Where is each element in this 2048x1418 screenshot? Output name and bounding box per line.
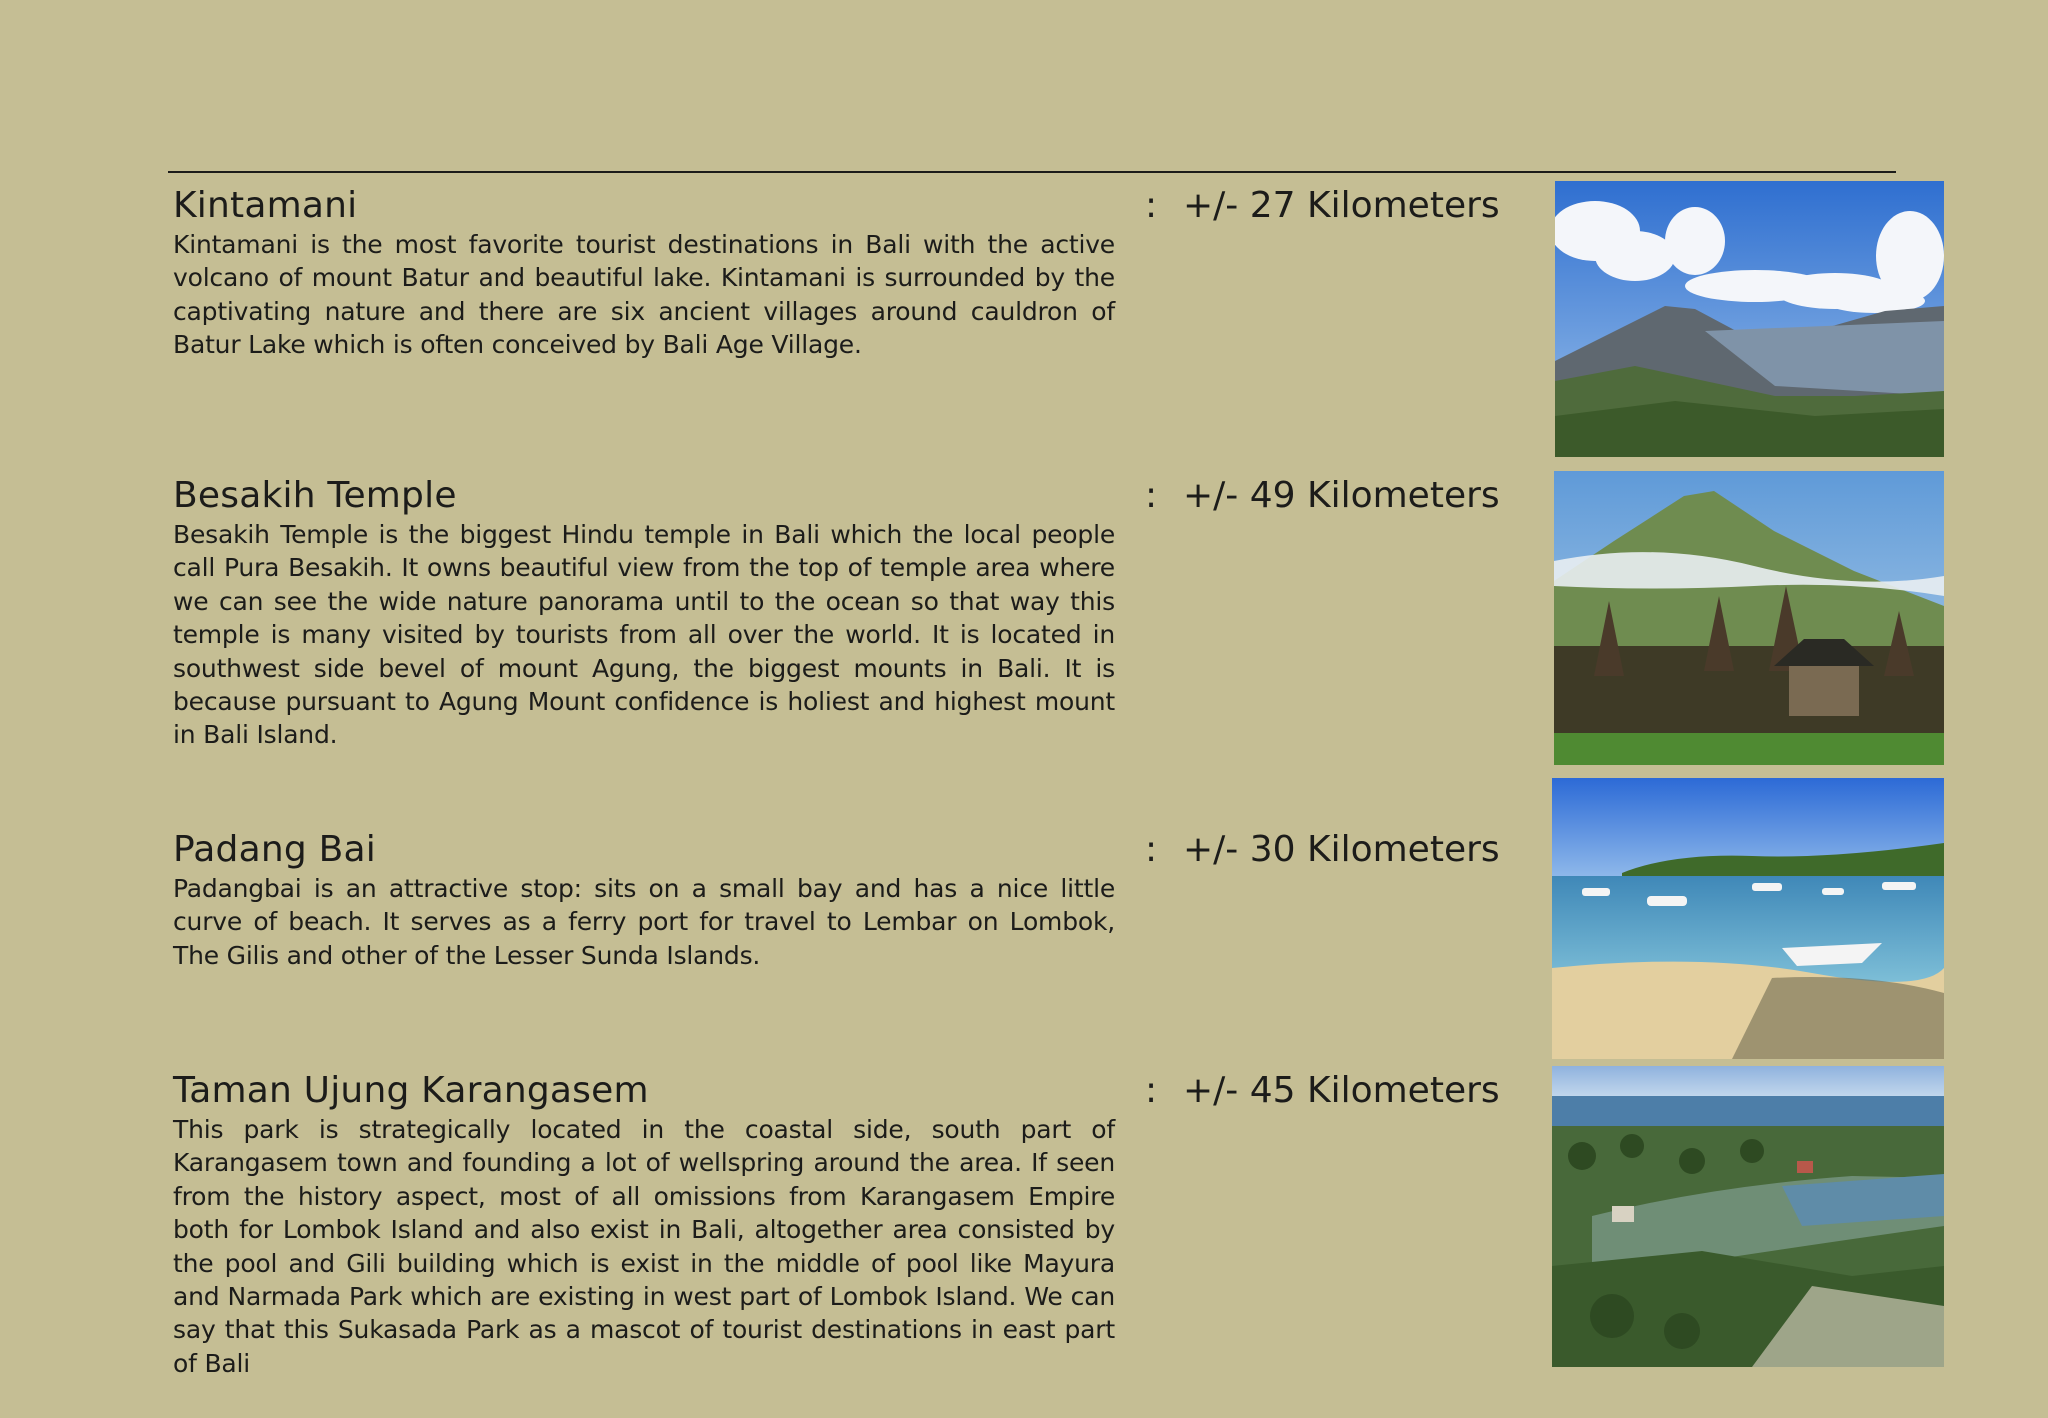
separator: : bbox=[1145, 1070, 1158, 1111]
destination-description: Besakih Temple is the biggest Hindu temple in Bali which the local people call Pura Besakih. It owns beautiful view from the top of temple area where we can see the wide nature panorama until to the ocean so that way this temple is many visited by tourists from all over the world. It is located in southwest side bevel of mount Agung, the biggest mounts in Bali. It is because pursuant to Agung Mount confidence is holiest and highest mount in Bali Island. bbox=[173, 520, 1115, 750]
destination-title: Besakih Temple bbox=[173, 475, 457, 516]
header-rule bbox=[168, 171, 1896, 173]
destination-description: Padangbai is an attractive stop: sits on a small bay and has a nice little curve of beach. It serves as a ferry port for travel to Lembar on Lombok, The Gilis and other of the Lesser Sunda Islands. bbox=[173, 874, 1115, 970]
separator: : bbox=[1145, 185, 1158, 226]
besakih-photo bbox=[1554, 471, 1944, 765]
separator: : bbox=[1145, 829, 1158, 870]
destination-description: Kintamani is the most favorite tourist destinations in Bali with the active volcano of mount Batur and beautiful lake. Kintamani is surrounded by the captivating nature and there are six ancient villages around cauldron of Batur Lake which is often conceived by Bali Age Village. bbox=[173, 230, 1115, 360]
destination-distance: +/- 30 Kilometers bbox=[1183, 829, 1500, 870]
destination-title: Kintamani bbox=[173, 185, 358, 226]
kintamani-photo bbox=[1555, 181, 1944, 457]
destination-title: Padang Bai bbox=[173, 829, 376, 870]
destination-distance: +/- 27 Kilometers bbox=[1183, 185, 1500, 226]
taman-ujung-photo bbox=[1552, 1066, 1944, 1367]
destination-distance: +/- 49 Kilometers bbox=[1183, 475, 1500, 516]
separator: : bbox=[1145, 475, 1158, 516]
padang-bai-photo bbox=[1552, 778, 1944, 1059]
destination-distance: +/- 45 Kilometers bbox=[1183, 1070, 1500, 1111]
destination-description: This park is strategically located in the coastal side, south part of Karangasem town and founding a lot of wellspring around the area. If seen from the history aspect, most of all omissions from Karangasem Empire both for Lombok Island and also exist in Bali, altogether area consisted by the pool and Gili building which is exist in the middle of pool like Mayura and Narmada Park which are existing in west part of Lombok Island. We can say that this Sukasada Park as a mascot of tourist destinations in east part of Bali bbox=[173, 1115, 1115, 1378]
destination-title: Taman Ujung Karangasem bbox=[173, 1070, 649, 1111]
